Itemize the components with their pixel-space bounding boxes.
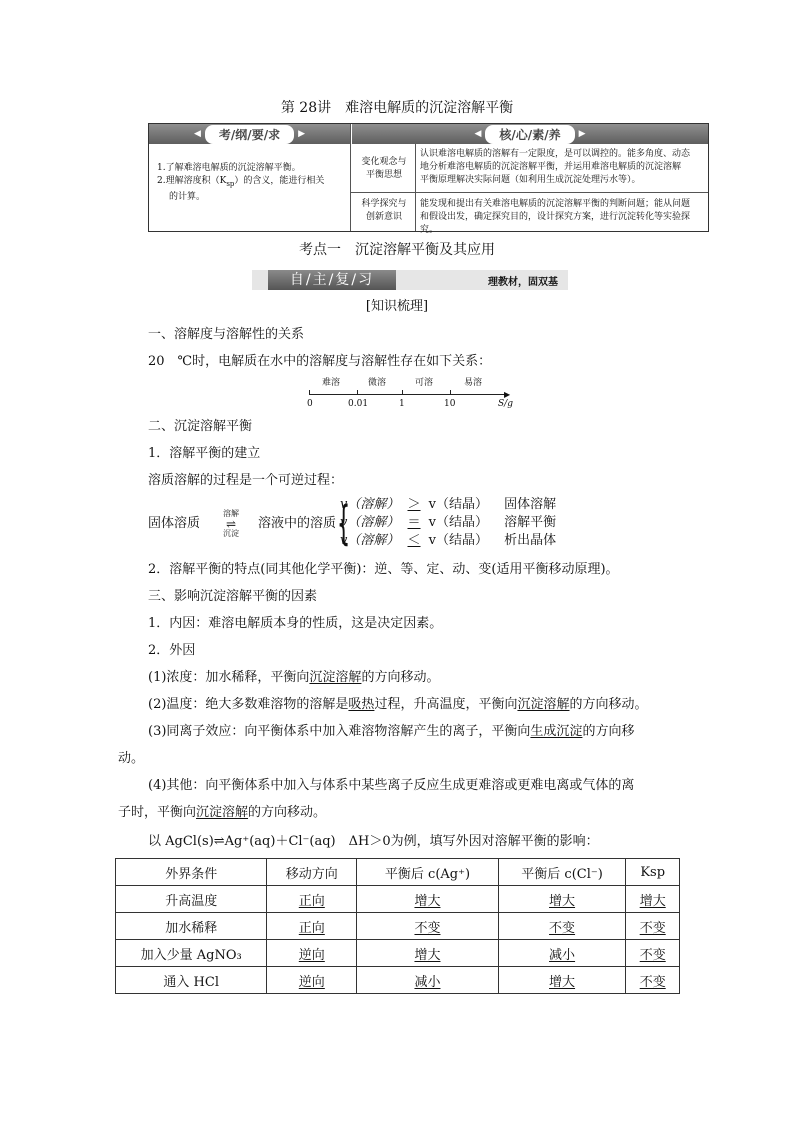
table-row: 通入 HCl 逆向 减小 增大 不变 — [116, 967, 680, 994]
axis-label-2: 可溶 — [415, 378, 434, 388]
solution-solute: 溶液中的溶质 — [258, 516, 337, 531]
axis-tick-2: 1 — [399, 399, 405, 409]
literacy-label-1: 变化观念与 平衡思想 — [361, 157, 407, 180]
banner-right: 理教材，固双基 — [488, 277, 558, 288]
axis-tick-1: 0.01 — [348, 399, 369, 409]
knowledge-heading: [知识梳理] — [365, 299, 429, 314]
reversible-arrow: 溶解 ⇌ 沉淀 — [223, 509, 239, 538]
table-row: 升高温度 正向 增大 增大 增大 — [116, 886, 680, 913]
axis-tick-0: 0 — [307, 399, 313, 409]
heading-2-1: 1．溶解平衡的建立 — [148, 446, 261, 461]
overview-table — [148, 123, 709, 235]
para-5: 2．外因 — [148, 643, 196, 658]
case-2: v（溶解） ＝ v（结晶） 溶解平衡 — [340, 515, 557, 530]
page-title: 第 28讲 难溶电解质的沉淀溶解平衡 — [280, 100, 514, 116]
effects-table — [115, 858, 680, 994]
banner — [252, 270, 568, 290]
table-header: 平衡后 c(Cl⁻) — [498, 859, 626, 886]
example-line: 以 AgCl(s)⇌Ag⁺(aq)＋Cl⁻(aq) ΔH＞0为例，填写外因对溶解平衡的影响： — [148, 834, 599, 849]
section-title: 考点一 沉淀溶解平衡及其应用 — [299, 242, 495, 258]
table-header-row — [116, 859, 680, 886]
axis-label-1: 微溶 — [368, 378, 387, 388]
table-header: Ksp — [626, 859, 680, 886]
heading-2: 二、沉淀溶解平衡 — [148, 419, 253, 434]
table-header: 平衡后 c(Ag⁺) — [357, 859, 499, 886]
axis-label-3: 易溶 — [464, 378, 483, 388]
solubility-axis: ▶ 难溶 微溶 可溶 易溶 0 0.01 1 10 S/g — [307, 378, 513, 409]
para-4: 1．内因：难溶电解质本身的性质，这是决定因素。 — [148, 616, 443, 631]
para-3: 2．溶解平衡的特点(同其他化学平衡)：逆、等、定、动、变(适用平衡移动原理)。 — [148, 562, 619, 577]
table-row: 加水稀释 正向 不变 不变 不变 — [116, 913, 680, 940]
case-3: v（溶解） ＜ v（结晶） 析出晶体 — [340, 533, 557, 548]
factor-common-ion-cont: 动。 — [118, 751, 145, 766]
factor-concentration: (1)浓度：加水稀释，平衡向沉淀溶解的方向移动。 — [148, 670, 440, 685]
factor-other-cont: 子时，平衡向沉淀溶解的方向移动。 — [118, 805, 327, 820]
table-row: 加入少量 AgNO₃ 逆向 增大 减小 不变 — [116, 940, 680, 967]
para-2: 溶质溶解的过程是一个可逆过程： — [148, 473, 344, 488]
heading-3: 三、影响沉淀溶解平衡的因素 — [148, 589, 318, 604]
factor-other: (4)其他：向平衡体系中加入与体系中某些离子反应生成更难溶或更难电离或气体的离 — [148, 778, 635, 793]
table-header: 移动方向 — [267, 859, 357, 886]
factor-common-ion: (3)同离子效应：向平衡体系中加入难溶物溶解产生的离子，平衡向生成沉淀的方向移 — [148, 724, 635, 739]
dissolution-diagram: 固体溶质 溶解 ⇌ 沉淀 溶液中的溶质 { v（溶解） ＞ v（结晶） 固体溶解 v（溶解） ＝ v（结晶） 溶解平衡 v（溶解） ＜ v（结晶） 析出晶体 — [148, 496, 557, 550]
axis-unit: S/g — [498, 399, 513, 409]
heading-1: 一、溶解度与溶解性的关系 — [148, 327, 305, 342]
requirements-text: 1.了解难溶电解质的沉淀溶解平衡。 2.理解溶度积$(K_{sp})$的含义，能进行相关 的计算。 — [157, 163, 325, 202]
axis-label-0: 难溶 — [322, 378, 341, 388]
banner-main: 自/主/复/习 — [268, 270, 396, 290]
axis-tick-3: 10 — [444, 399, 456, 409]
literacy-header: ◀ 核/心/素/养 ▶ — [352, 124, 708, 144]
literacy-text-1: 认识难溶电解质的溶解有一定限度，是可以调控的。能多角度、动态 地分析难溶电解质的沉淀溶解平衡，并运用难溶电解质的沉淀溶解 平衡原理解决实际问题（如利用生成沉淀处理污水等）。 — [420, 149, 691, 185]
literacy-text-2: 能发现和提出有关难溶电解质的沉淀溶解平衡的判断问题；能从问题 和假设出发，确定探究目的，设计探究方案，进行沉淀转化等实验探究。 — [420, 199, 691, 235]
table-header: 外界条件 — [116, 859, 267, 886]
para-1: 20 ℃时，电解质在水中的溶解度与溶解性存在如下关系： — [148, 354, 492, 369]
literacy-label-2: 科学探究与 创新意识 — [361, 199, 407, 222]
factor-temperature: (2)温度：绝大多数难溶物的溶解是吸热过程，升高温度，平衡向沉淀溶解的方向移动。 — [148, 697, 648, 712]
requirements-header: ◀ 考/纲/要/求 ▶ — [149, 124, 350, 144]
case-1: v（溶解） ＞ v（结晶） 固体溶解 — [340, 497, 557, 512]
solid-solute: 固体溶质 — [148, 516, 201, 531]
